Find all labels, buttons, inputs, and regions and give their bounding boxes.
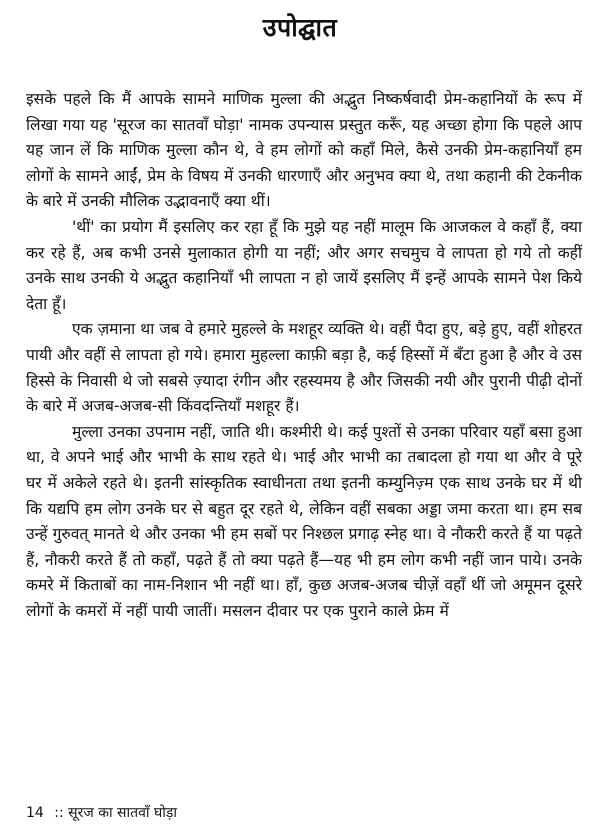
footer-separator: ::: [54, 805, 64, 821]
running-title: सूरज का सातवाँ घोड़ा: [68, 805, 177, 821]
paragraph-4: मुल्ला उनका उपनाम नहीं, जाति थी। कश्मीरी थे। कई पुश्तों से उनका परिवार यहाँ बसा हुआ था, वे अपने भाई और भाभी के साथ रहते थे। भाई और भाभी का तबादला हो गया था और वे पूरे घर में अकेले रहते थे। इतनी सांस्कृतिक स्वाधीनता तथा इतनी कम्युनिज़्म एक साथ उनके घर में थी कि यद्यपि हम लोग उनके घर से बहुत दूर रहते थे, लेकिन वहीं सबका अड्डा जमा करता था। हम सब उन्हें गुरुवत् मानते थे और उनका भी हम सबों पर निश्छल प्रगाढ़ स्नेह था। वे नौकरी करते हैं या पढ़ते हैं, नौकरी करते हैं तो कहाँ, पढ़ते हैं तो क्या पढ़ते हैं—यह भी हम लोग कभी नहीं जान पाये। उनके कमरे में किताबों का नाम-निशान भी नहीं था। हाँ, कुछ अजब-अजब चीज़ें वहाँ थीं जो अमूमन दूसरे लोगों के कमरों में नहीं पायी जातीं। मसलन दीवार पर एक पुराने काले फ्रेम में: [26, 422, 582, 620]
paragraph-2: 'थीं' का प्रयोग मैं इसलिए कर रहा हूँ कि मुझे यह नहीं मालूम कि आजकल वे कहाँ हैं, क्या कर रहे हैं, अब कभी उनसे मुलाकात होगी या नहीं; और अगर सचमुच वे लापता हो गये तो कहीं उनके साथ उनकी ये अद्भुत कहानियाँ भी लापता न हो जायें इसलिए मैं इन्हें आपके सामने पेश किये देता हूँ।: [26, 217, 582, 313]
chapter-body: [26, 87, 582, 624]
page-number: 14: [26, 805, 44, 821]
paragraph-3: एक ज़माना था जब वे हमारे मुहल्ले के मशहूर व्यक्ति थे। वहीं पैदा हुए, बड़े हुए, वहीं शोहरत पायी और वहीं से लापता हो गये। हमारा मुहल्ला काफ़ी बड़ा है, कई हिस्सों में बँटा हुआ है और वे उस हिस्से के निवासी थे जो सबसे ज़्यादा रंगीन और रहस्यमय है और जिसकी नयी और पुरानी पीढ़ी दोनों के बारे में अजब-अजब-सी किंवदन्तियाँ मशहूर हैं।: [26, 320, 582, 416]
chapter-title: उपोद्घात: [262, 13, 338, 42]
page-footer: [26, 803, 177, 822]
paragraph-1: इसके पहले कि मैं आपके सामने माणिक मुल्ला की अद्भुत निष्कर्षवादी प्रेम-कहानियों के रूप में लिखा गया यह 'सूरज का सातवाँ घोड़ा' नामक उपन्यास प्रस्तुत करूँ, यह अच्छा होगा कि पहले आप यह जान लें कि माणिक मुल्ला कौन थे, वे हम लोगों को कहाँ मिले, कैसे उनकी प्रेम-कहानियाँ हम लोगों के सामने आईं, प्रेम के विषय में उनकी धारणाएँ और अनुभव क्या थे, तथा कहानी की टेकनीक के बारे में उनकी मौलिक उद्भावनाएँ क्या थीं।: [26, 90, 582, 211]
